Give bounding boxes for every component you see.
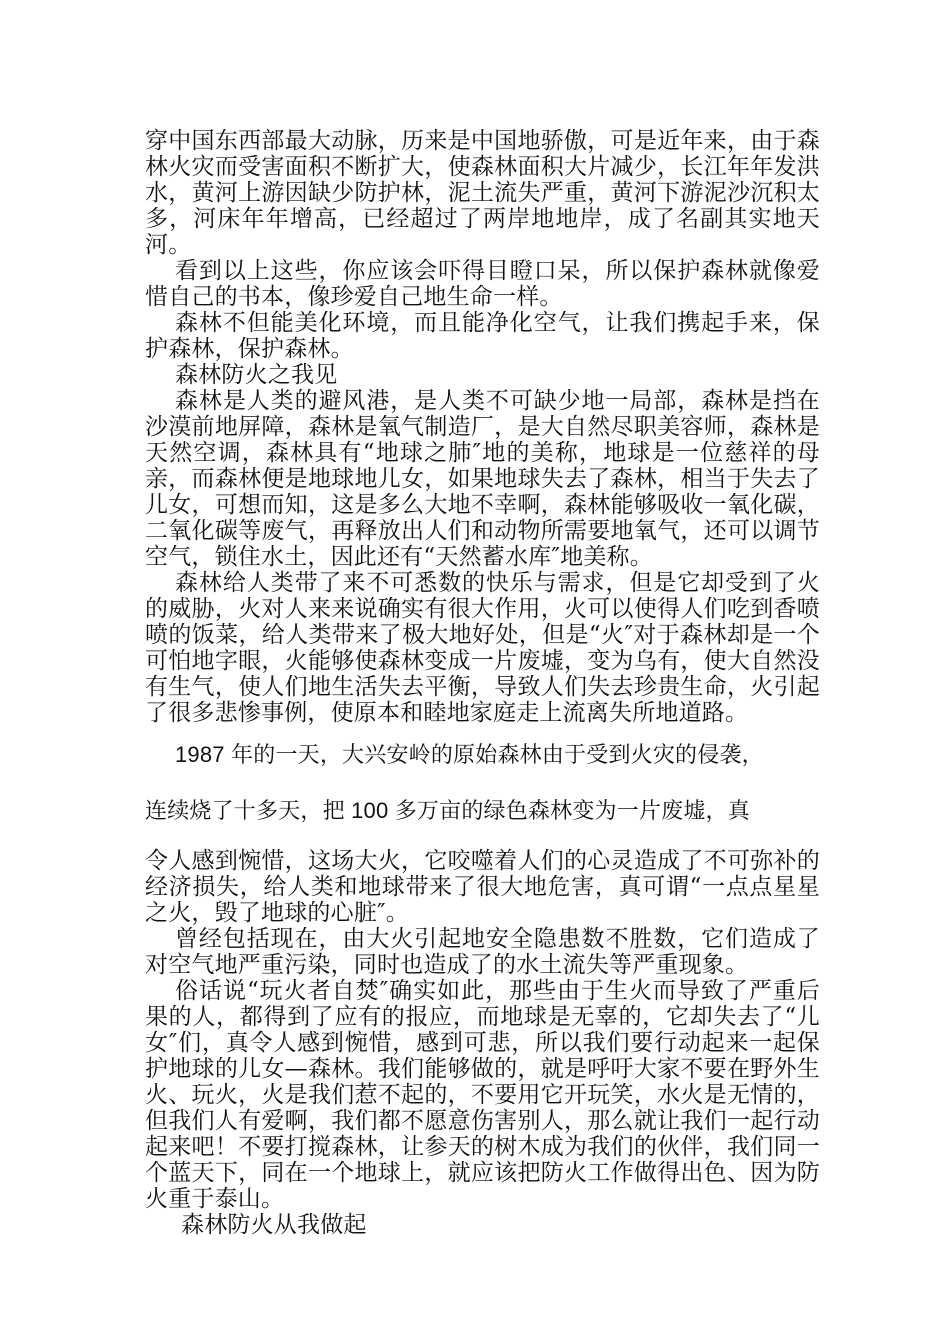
paragraph-6-line-2: 连续烧了十多天，把 100 多万亩的绿色森林变为一片废墟，真 [145, 798, 750, 823]
document-body [145, 128, 820, 1238]
paragraph-4: 森林是人类的避风港，是人类不可缺少地一局部，森林是挡在沙漠前地屏障，森林是氧气制造厂，是大自然尽职美容师，森林是天然空调，森林具有“地球之肺″地的美称，地球是一位慈祥的母亲，而森林便是地球地儿女，如果地球失去了森林，相当于失去了儿女，可想而知，这是多么大地不幸啊，森林能够吸收一氧化碳，二氧化碳等废气，再释放出人们和动物所需要地氧气，还可以调节空气，锁住水土，因此还有“天然蓄水库″地美称。 [145, 388, 820, 570]
paragraph-3: 森林不但能美化环境，而且能净化空气，让我们携起手来，保护森林，保护森林。 [145, 310, 820, 362]
paragraph-8: 俗话说“玩火者自焚″确实如此，那些由于生火而导致了严重后果的人，都得到了应有的报应，而地球是无辜的，它却失去了“儿女″们，真令人感到惋惜，感到可悲，所以我们要行动起来一起保护地球的儿女—森林。我们能够做的，就是呼吁大家不要在野外生火、玩火，火是我们惹不起的，不要用它开玩笑，水火是无情的，但我们人有爱啊，我们都不愿意伤害别人，那么就让我们一起行动起来吧！不要打搅森林，让参天的树木成为我们的伙伴，我们同一个蓝天下，同在一个地球上，就应该把防火工作做得出色、因为防火重于泰山。 [145, 978, 820, 1212]
paragraph-7: 曾经包括现在，由大火引起地安全隐患数不胜数，它们造成了对空气地严重污染，同时也造成了的水土流失等严重现象。 [145, 926, 820, 978]
paragraph-1: 穿中国东西部最大动脉，历来是中国地骄傲，可是近年来，由于森林火灾而受害面积不断扩大，使森林面积大片减少，长江年年发洪水，黄河上游因缺少防护林，泥土流失严重，黄河下游泥沙沉积太多，河床年年增高，已经超过了两岸地地岸，成了名副其实地天河。 [145, 128, 820, 258]
section-title-2: 森林防火从我做起 [181, 1212, 367, 1238]
section-title-1: 森林防火之我见 [175, 362, 338, 388]
paragraph-5: 森林给人类带了来不可悉数的快乐与需求，但是它却受到了火的威胁，火对人来来说确实有很大作用，火可以使得人们吃到香喷喷的饭菜，给人类带来了极大地好处，但是“火″对于森林却是一个可怕地字眼，火能够使森林变成一片废墟，变为乌有，使大自然没有生气，使人们地生活失去平衡，导致人们失去珍贵生命，火引起了很多悲惨事例，使原本和睦地家庭走上流离失所地道路。 [145, 570, 820, 726]
paragraph-6-continued: 令人感到惋惜，这场大火，它咬噬着人们的心灵造成了不可弥补的经济损失，给人类和地球带来了很大地危害，真可谓“一点点星星之火，毁了地球的心脏″。 [145, 848, 820, 926]
paragraph-2: 看到以上这些，你应该会吓得目瞪口呆，所以保护森林就像爱惜自己的书本，像珍爱自己地生命一样。 [145, 258, 820, 310]
paragraph-6-line-1: 1987 年的一天，大兴安岭的原始森林由于受到火灾的侵袭， [175, 742, 764, 767]
